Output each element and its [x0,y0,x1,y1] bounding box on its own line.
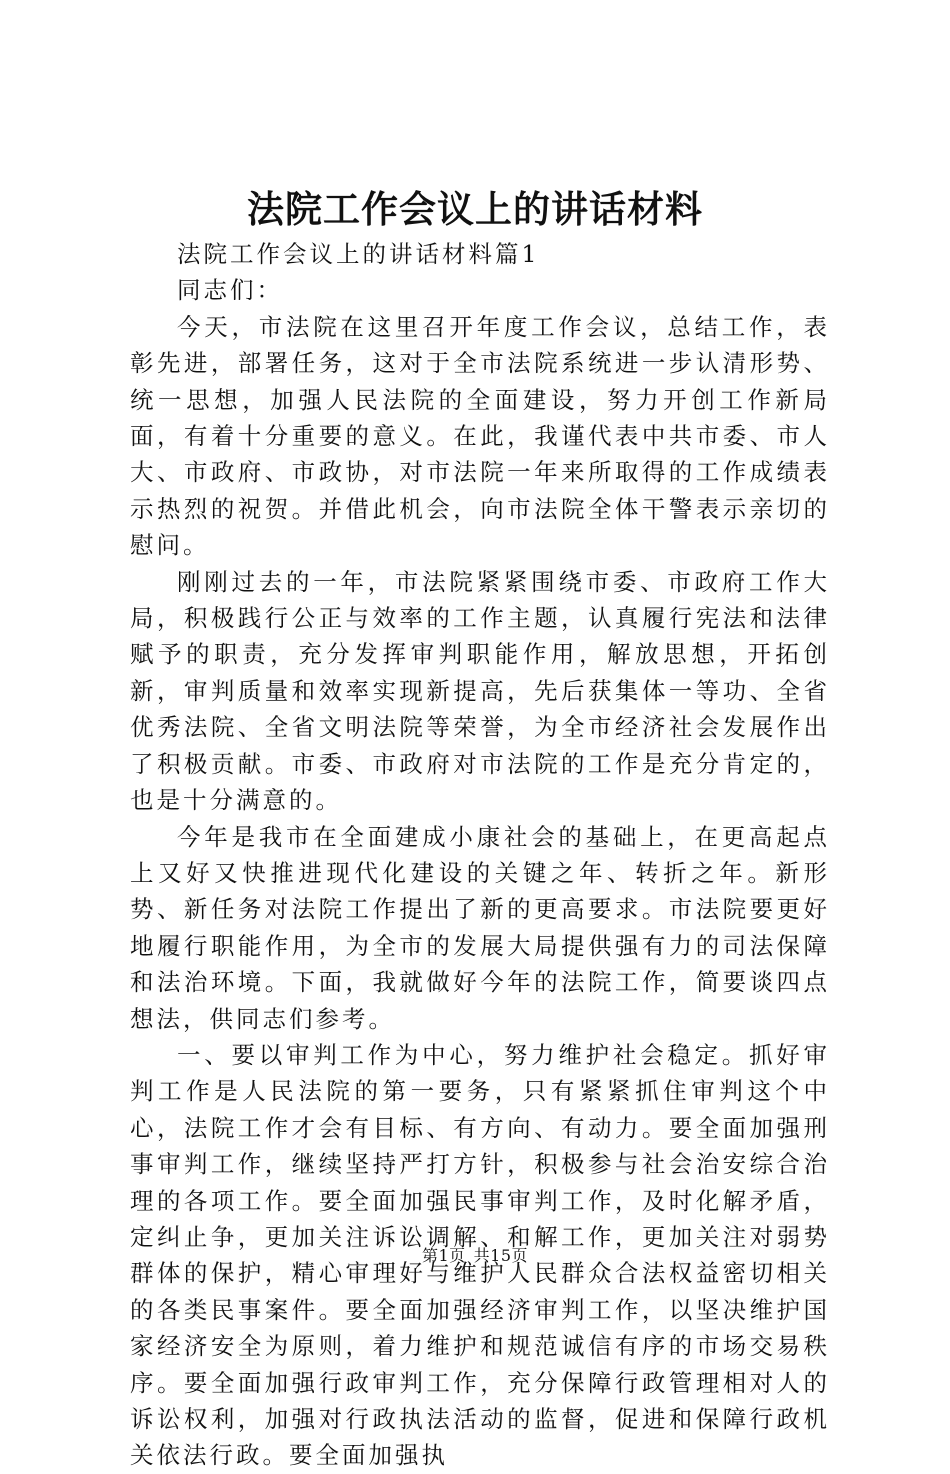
document-title: 法院工作会议上的讲话材料 [247,187,703,231]
page-footer [0,1246,950,1266]
page-number: 第1页 [421,1246,466,1265]
page-total: 共15页 [473,1246,529,1265]
paragraph: 今年是我市在全面建成小康社会的基础上，在更高起点上又好又快推进现代化建设的关键之年、转折之年。新形势、新任务对法院工作提出了新的更高要求。市法院要更好地履行职能作用，为全市的发展大局提供强有力的司法保障和法治环境。下面，我就做好今年的法院工作，简要谈四点想法，供同志们参考。 [130,822,830,1033]
paragraph: 刚刚过去的一年，市法院紧紧围绕市委、市政府工作大局，积极践行公正与效率的工作主题，认真履行宪法和法律赋予的职责，充分发挥审判职能作用，解放思想，开拓创新，审判质量和效率实现新提高，先后获集体一等功、全省优秀法院、全省文明法院等荣誉，为全市经济社会发展作出了积极贡献。市委、市政府对市法院的工作是充分肯定的，也是十分满意的。 [130,567,830,815]
document-body [130,236,830,1474]
section-heading: 法院工作会议上的讲话材料篇1 [177,240,540,268]
paragraph: 今天，市法院在这里召开年度工作会议，总结工作，表彰先进，部署任务，这对于全市法院系统进一步认清形势、统一思想，加强人民法院的全面建设，努力开创工作新局面，有着十分重要的意义。在此，我谨代表中共市委、市人大、市政府、市政协，对市法院一年来所取得的工作成绩表示热烈的祝贺。并借此机会，向市法院全体干警表示亲切的慰问。 [130,312,830,560]
paragraph: 一、要以审判工作为中心，努力维护社会稳定。抓好审判工作是人民法院的第一要务，只有紧紧抓住审判这个中心，法院工作才会有目标、有方向、有动力。要全面加强刑事审判工作，继续坚持严打方针，积极参与社会治安综合治理的各项工作。要全面加强民事审判工作，及时化解矛盾，定纠止争，更加关注诉讼调解、和解工作，更加关注对弱势群体的保护，精心审理好与维护人民群众合法权益密切相关的各类民事案件。要全面加强经济审判工作，以坚决维护国家经济安全为原则，着力维护和规范诚信有序的市场交易秩序。要全面加强行政审判工作，充分保障行政管理相对人的诉讼权利，加强对行政执法活动的监督，促进和保障行政机关依法行政。要全面加强执 [130,1040,830,1470]
salutation: 同志们： [177,276,283,305]
